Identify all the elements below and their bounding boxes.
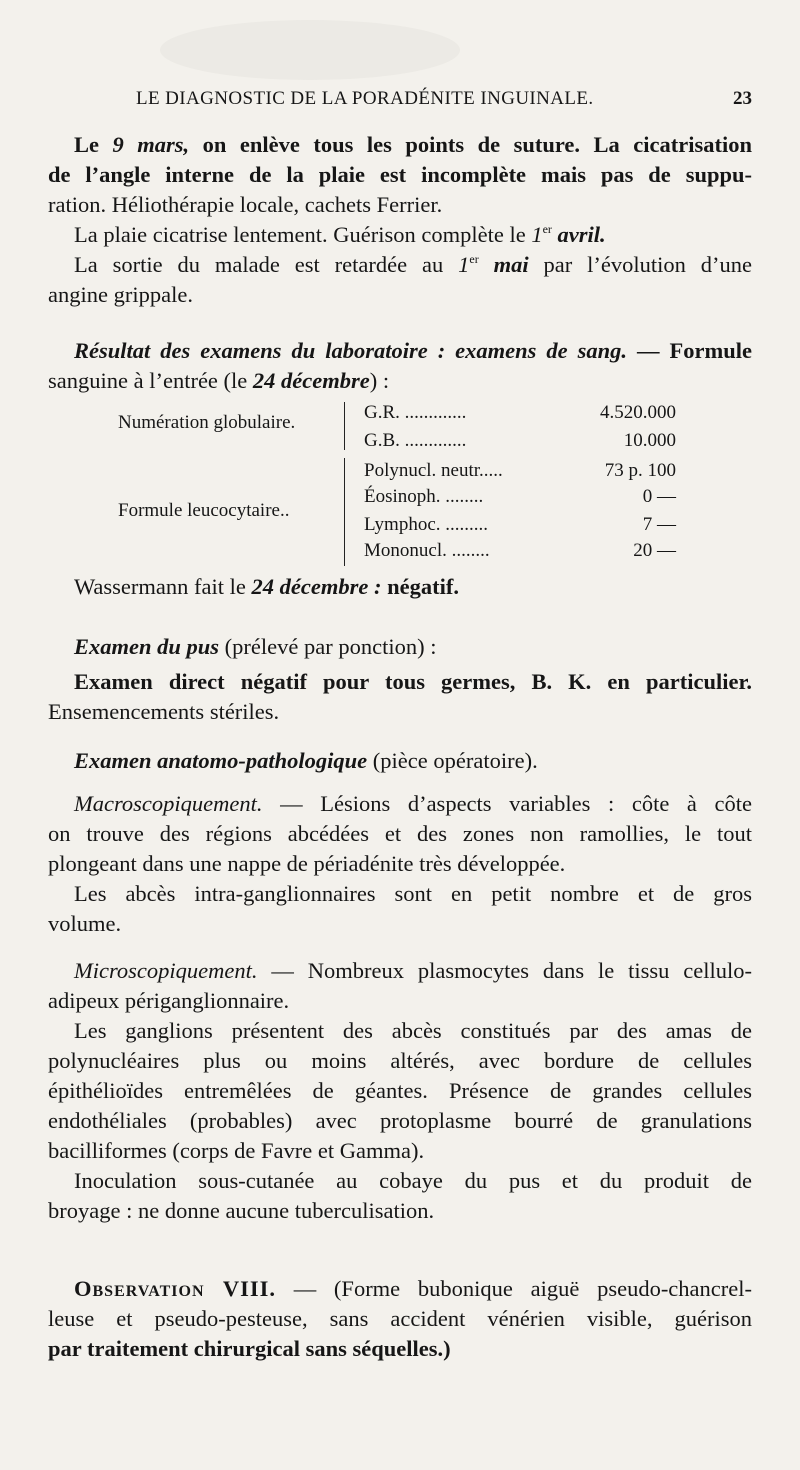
- text-line: plongeant dans une nappe de périadénite très développée.: [48, 851, 566, 876]
- text-line: volume.: [48, 911, 122, 936]
- brace: [344, 402, 349, 450]
- text-line: Examen du pus (prélevé par ponction) :: [74, 634, 437, 659]
- text-line: broyage : ne donne aucune tuberculisation.: [48, 1198, 435, 1223]
- text-line: angine grippale.: [48, 282, 193, 307]
- brace: [344, 458, 349, 566]
- text-line: La sortie du malade est retardée au 1er mai par l’évolution d’une: [74, 252, 752, 277]
- formule-label: Formule leucocytaire..: [118, 500, 290, 521]
- text-line: Résultat des examens du laboratoire : examens de sang. — Formule: [74, 338, 753, 363]
- text-line: Examen anatomo-pathologique (pièce opératoire).: [74, 748, 538, 773]
- text-line: Le 9 mars, on enlève tous les points de suture. La cicatrisation: [74, 132, 752, 157]
- running-header: [48, 88, 752, 116]
- text-line: Les abcès intra-ganglionnaires sont en petit nombre et de gros: [74, 881, 752, 906]
- page-number: 23: [733, 88, 752, 109]
- text-line: Observation VIII. — (Forme bubonique aiguë pseudo-chancrel-: [74, 1276, 752, 1301]
- text-line: bacilliformes (corps de Favre et Gamma).: [48, 1138, 425, 1163]
- text-line: ration. Héliothérapie locale, cachets Ferrier.: [48, 192, 443, 217]
- text-line: leuse et pseudo-pesteuse, sans accident vénérien visible, guérison: [48, 1306, 752, 1331]
- running-title: LE DIAGNOSTIC DE LA PORADÉNITE INGUINALE.: [136, 88, 594, 109]
- text-line: par traitement chirurgical sans séquelles.): [48, 1336, 451, 1361]
- text-line: Examen direct négatif pour tous germes, B. K. en particulier.: [74, 669, 752, 694]
- text-line: endothéliales (probables) avec protoplasme bourré de granulations: [48, 1108, 752, 1133]
- text-line: Macroscopiquement. — Lésions d’aspects variables : côte à côte: [74, 791, 752, 816]
- paper-stain: [160, 20, 460, 80]
- text-line: La plaie cicatrise lentement. Guérison complète le 1er avril.: [74, 222, 606, 247]
- text-line: Microscopiquement. — Nombreux plasmocytes dans le tissu cellulo-: [74, 958, 752, 983]
- text-line: Ensemencements stériles.: [48, 699, 280, 724]
- text-line: polynucléaires plus ou moins altérés, avec bordure de cellules: [48, 1048, 752, 1073]
- text-line: sanguine à l’entrée (le 24 décembre) :: [48, 368, 390, 393]
- numeration-label: Numération globulaire.: [118, 412, 296, 433]
- text-line: on trouve des régions abcédées et des zones non ramollies, le tout: [48, 821, 752, 846]
- text-line: épithélioïdes entremêlées de géantes. Présence de grandes cellules: [48, 1078, 752, 1103]
- text-line: adipeux périganglionnaire.: [48, 988, 290, 1013]
- text-line: Inoculation sous-cutanée au cobaye du pus et du produit de: [74, 1168, 752, 1193]
- text-line: de l’angle interne de la plaie est incomplète mais pas de suppu-: [48, 162, 752, 187]
- text-line: Les ganglions présentent des abcès constitués par des amas de: [74, 1018, 752, 1043]
- text-line: Wassermann fait le 24 décembre : négatif.: [74, 574, 459, 599]
